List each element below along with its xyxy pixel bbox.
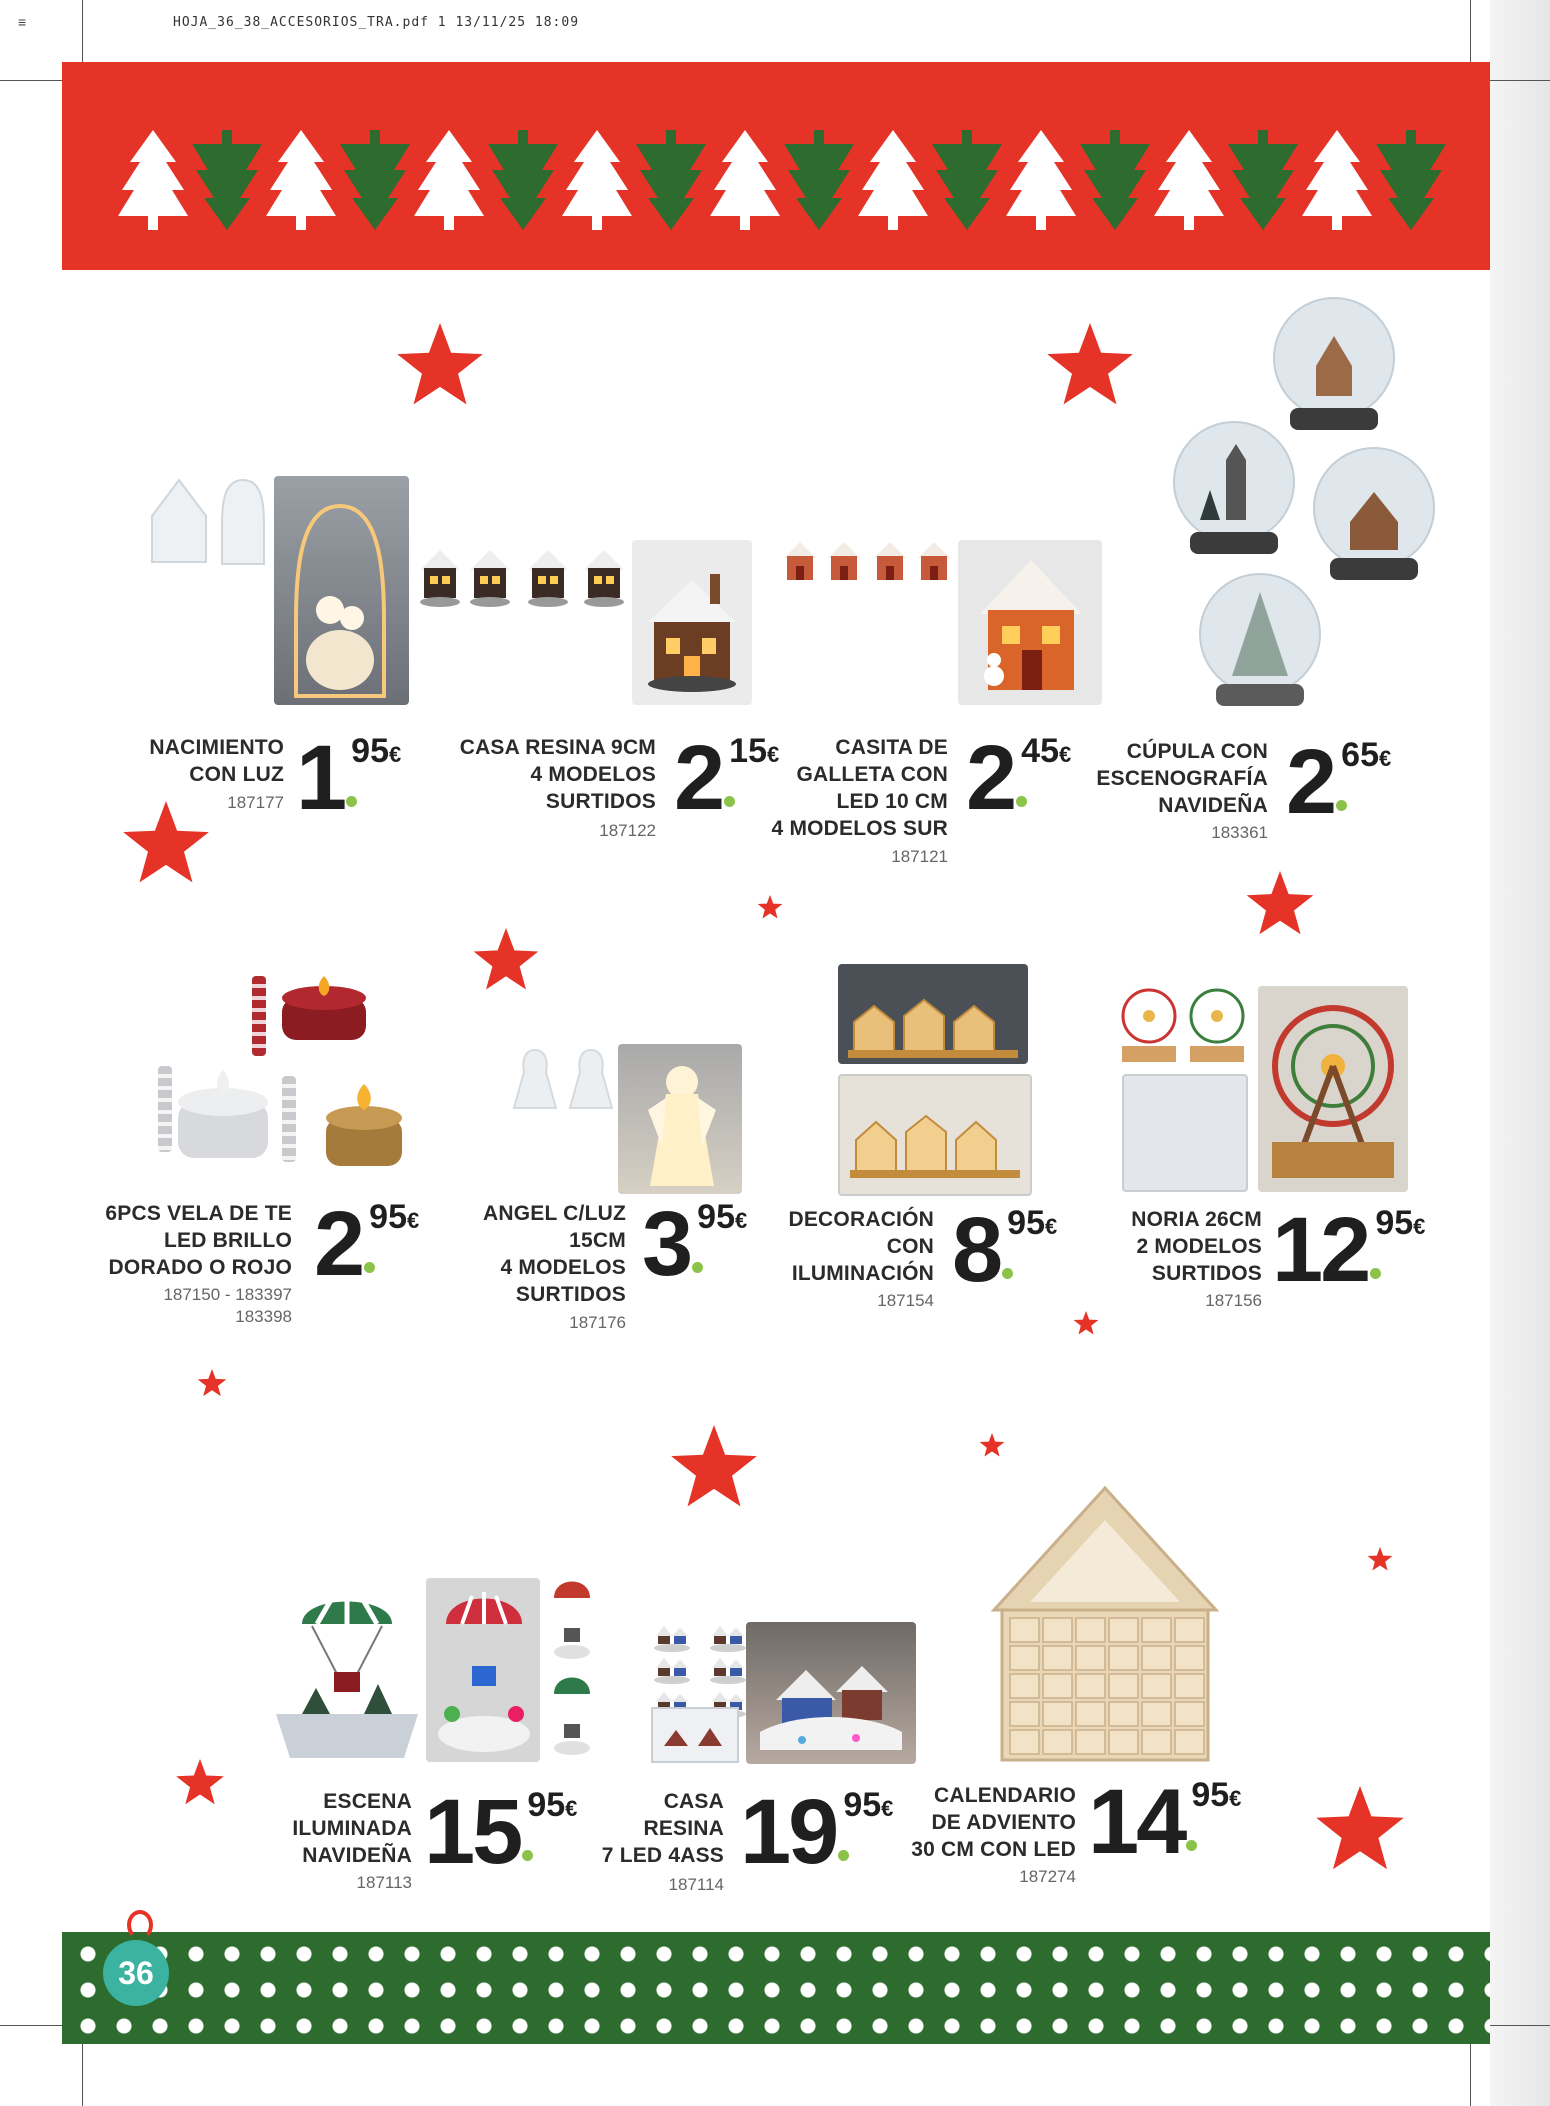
balloon-scene-icon [272,1584,422,1764]
product-price [1272,1199,1426,1301]
currency-symbol: € [1229,1786,1242,1811]
product-name-line: NAVIDEÑA [1158,794,1268,817]
ferris-wheel-thumb-icon [1118,986,1180,1066]
crop-mark [1470,0,1471,62]
cents-value: 95 [843,1786,882,1824]
product-code: 187121 [891,847,948,866]
price-dot [1016,796,1027,807]
product-name-line: SURTIDOS [1151,1262,1262,1285]
product-name [416,734,656,815]
green-tree-icon [488,128,558,232]
product-code: 187176 [569,1313,626,1332]
currency-symbol: € [735,1208,748,1233]
white-tree-icon [414,128,484,232]
star-icon [1073,1311,1099,1337]
mini-scene-icon [708,1622,748,1652]
product-price [314,1193,420,1295]
product-name-line: CON LUZ [189,763,284,786]
price-integer: 8 [952,1199,1001,1301]
product-name-line: 2 MODELOS [1136,1235,1262,1258]
balloon-variant-icon [550,1578,594,1662]
product-code: 187177 [227,793,284,812]
ferris-wheel-icon [1266,996,1400,1186]
cents-value: 95 [1191,1776,1230,1814]
price-dot [1186,1840,1197,1851]
balloon-variant-icon [550,1674,594,1758]
product-name-line: CALENDARIO [934,1784,1076,1807]
cents-value: 95 [369,1198,407,1236]
price-cents [1007,1206,1057,1244]
tealight-icon [174,1062,272,1162]
gingerbread-house-icon [972,548,1090,698]
product-name-line: 15CM [569,1229,626,1252]
product-name [1028,738,1268,819]
resin-house-icon [644,560,740,695]
product-name-line: ANGEL C/LUZ [483,1202,626,1225]
product-price [296,727,402,829]
product-price [952,1199,1058,1301]
green-tree-icon [1376,128,1446,232]
price-cents [1375,1206,1425,1244]
product-name [734,1206,934,1287]
product-code: 187113 [356,1873,412,1892]
cents-value: 95 [351,732,389,770]
product-name-line: SURTIDOS [515,1283,626,1306]
green-tree-icon [636,128,706,232]
tealight-strip [158,1066,172,1152]
star-icon [1045,323,1135,413]
green-tree-icon [1080,128,1150,232]
product-code: 187156 [1205,1291,1262,1310]
balloon-scene-lit-icon [432,1584,536,1756]
product-name-line: ESCENOGRAFÍA [1096,767,1268,790]
product-name [836,1782,1076,1863]
page-gutter [1490,0,1550,2106]
star-icon [395,323,485,413]
ferris-wheel-thumb-icon [1186,986,1248,1066]
green-tree-icon [784,128,854,232]
product-name-line: ILUMINADA [292,1817,412,1840]
price-integer: 2 [314,1193,363,1295]
price-cents [1191,1778,1241,1816]
price-integer: 14 [1088,1771,1185,1873]
mini-house-icon [526,544,570,608]
cents-value: 65 [1341,736,1379,774]
product-name-line: RESINA [643,1817,724,1840]
mini-house-icon [468,544,512,608]
price-integer: 2 [1286,731,1335,833]
currency-symbol: € [407,1208,420,1233]
price-dot [364,1262,375,1273]
star-icon [472,928,540,996]
mini-scene-icon [652,1622,692,1652]
price-integer: 1 [296,727,345,829]
product-name-line: 4 MODELOS SUR [771,817,948,840]
product-name-line: NORIA 26CM [1131,1208,1262,1231]
product-name-line: ILUMINACIÓN [791,1262,934,1285]
green-tree-icon [340,128,410,232]
white-tree-icon [266,128,336,232]
page-number-badge: 36 [103,1940,169,2006]
product-name-line: DORADO O ROJO [108,1256,292,1279]
product-code: 183398 [235,1307,292,1326]
product-name [212,1788,412,1869]
product-code: 187274 [1019,1867,1076,1886]
currency-symbol: € [767,742,780,767]
star-icon [1367,1547,1393,1573]
price-integer: 2 [674,727,723,829]
price-cents [1341,738,1391,776]
cents-value: 15 [729,732,767,770]
product-name-line: DE ADVIENTO [931,1811,1076,1834]
scene-box-icon [650,1706,740,1764]
product-name [84,734,284,788]
price-dot [1370,1268,1381,1279]
nativity-thumb-icon [148,476,210,566]
print-slug: HOJA_36_38_ACCESORIOS_TRA.pdf 1 13/11/25 18:09 [173,15,580,30]
product-price [1286,731,1392,833]
product-code: 187122 [599,821,656,840]
star-icon [1314,1786,1406,1878]
angel-thumb-icon [510,1046,560,1112]
white-tree-icon [710,128,780,232]
cents-value: 95 [1007,1204,1045,1242]
resin-house-led-icon [756,1640,906,1756]
currency-symbol: € [565,1796,578,1821]
tealight-strip [282,1076,296,1162]
mini-scene-icon [652,1654,692,1684]
angel-icon [642,1054,722,1190]
product-code: 183361 [1211,823,1268,842]
green-tree-icon [1228,128,1298,232]
product-name-line: GALLETA CON [796,763,948,786]
white-tree-icon [1154,128,1224,232]
star-icon [1245,871,1315,941]
price-integer: 12 [1272,1199,1369,1301]
currency-symbol: € [1045,1214,1058,1239]
tealight-icon [276,974,372,1044]
snow-globe-icon [1266,296,1402,436]
product-name-line: NAVIDEÑA [302,1844,412,1867]
price-integer: 19 [740,1781,837,1883]
product-name-line: LED 10 CM [836,790,948,813]
product-name-line: DECORACIÓN [788,1208,934,1231]
white-tree-icon [1302,128,1372,232]
village-lights-icon [850,1106,1020,1182]
product-name-line: LED BRILLO [164,1229,292,1252]
cents-value: 45 [1021,732,1059,770]
product-name-line: CASITA DE [835,736,948,759]
tealight-icon [322,1078,406,1172]
product-name-line: ESCENA [323,1790,412,1813]
product-code: 187150 - 183397 [163,1285,292,1304]
nativity-figure-icon [290,500,390,700]
product-name-line: 4 MODELOS [530,763,656,786]
snow-globe-icon [1166,420,1302,560]
white-tree-icon [562,128,632,232]
green-tree-icon [932,128,1002,232]
mini-gingerbread-icon [826,538,862,584]
product-name-line: CASA RESINA 9CM [459,736,656,759]
mini-house-icon [418,544,462,608]
crop-mark [0,80,62,81]
crop-mark [82,2044,83,2106]
product-name-line: CASA [663,1790,724,1813]
star-icon [979,1433,1005,1459]
currency-symbol: € [1059,742,1072,767]
product-name [708,734,948,842]
crop-mark [0,2025,62,2026]
price-integer: 3 [642,1193,691,1295]
snow-globe-icon [1306,446,1442,586]
product-name-line: 4 MODELOS [500,1256,626,1279]
mini-scene-icon [708,1654,748,1684]
price-dot [1336,800,1347,811]
snow-globe-icon [1192,572,1328,712]
crop-mark [1470,2044,1471,2106]
price-integer: 2 [966,727,1015,829]
currency-symbol: € [1379,746,1392,771]
ferris-wheel-box [1122,1074,1248,1192]
product-name [1062,1206,1262,1287]
tealight-strip [252,976,266,1056]
mini-gingerbread-icon [916,538,952,584]
product-name-line: 6PCS VELA DE TE [105,1202,292,1225]
green-tree-icon [192,128,262,232]
star-icon [121,801,211,891]
white-tree-icon [858,128,928,232]
product-name-line: 30 CM CON LED [911,1838,1076,1861]
price-cents [351,734,401,772]
product-code: 187114 [668,1875,724,1894]
product-name [52,1200,292,1281]
village-lights-icon [848,992,1018,1062]
cents-value: 95 [527,1786,566,1824]
mini-gingerbread-icon [872,538,908,584]
advent-calendar-icon [990,1484,1220,1766]
ornament-hook-icon [127,1910,153,1940]
crop-mark [1490,80,1550,81]
angel-thumb-icon [566,1046,616,1112]
cents-value: 95 [1375,1204,1414,1242]
mini-house-icon [582,544,626,608]
currency-symbol: € [881,1796,894,1821]
star-icon [197,1369,227,1399]
currency-symbol: € [389,742,402,767]
product-price [1088,1771,1242,1873]
product-name-line: 7 LED 4ASS [601,1844,724,1867]
product-code: 187154 [877,1291,934,1310]
crop-mark [82,0,83,62]
product-name-line: CON [886,1235,934,1258]
white-tree-icon [1006,128,1076,232]
white-tree-icon [118,128,188,232]
product-name-line: SURTIDOS [545,790,656,813]
product-price [642,1193,748,1295]
price-dot [692,1262,703,1273]
price-cents [369,1200,419,1238]
price-dot [1002,1268,1013,1279]
price-integer: 15 [424,1781,521,1883]
product-name [426,1200,626,1308]
mini-gingerbread-icon [782,538,818,584]
currency-symbol: € [1413,1214,1426,1239]
polka-dot-footer [62,1932,1490,2044]
menu-icon: ≡ [18,14,27,30]
star-icon [669,1425,759,1515]
crop-mark [1490,2025,1550,2026]
product-name [524,1788,724,1869]
product-name-line: NACIMIENTO [149,736,284,759]
star-icon [757,895,783,921]
price-dot [346,796,357,807]
cents-value: 95 [697,1198,735,1236]
nativity-thumb-icon [218,476,268,568]
product-name-line: CÚPULA CON [1126,740,1268,763]
